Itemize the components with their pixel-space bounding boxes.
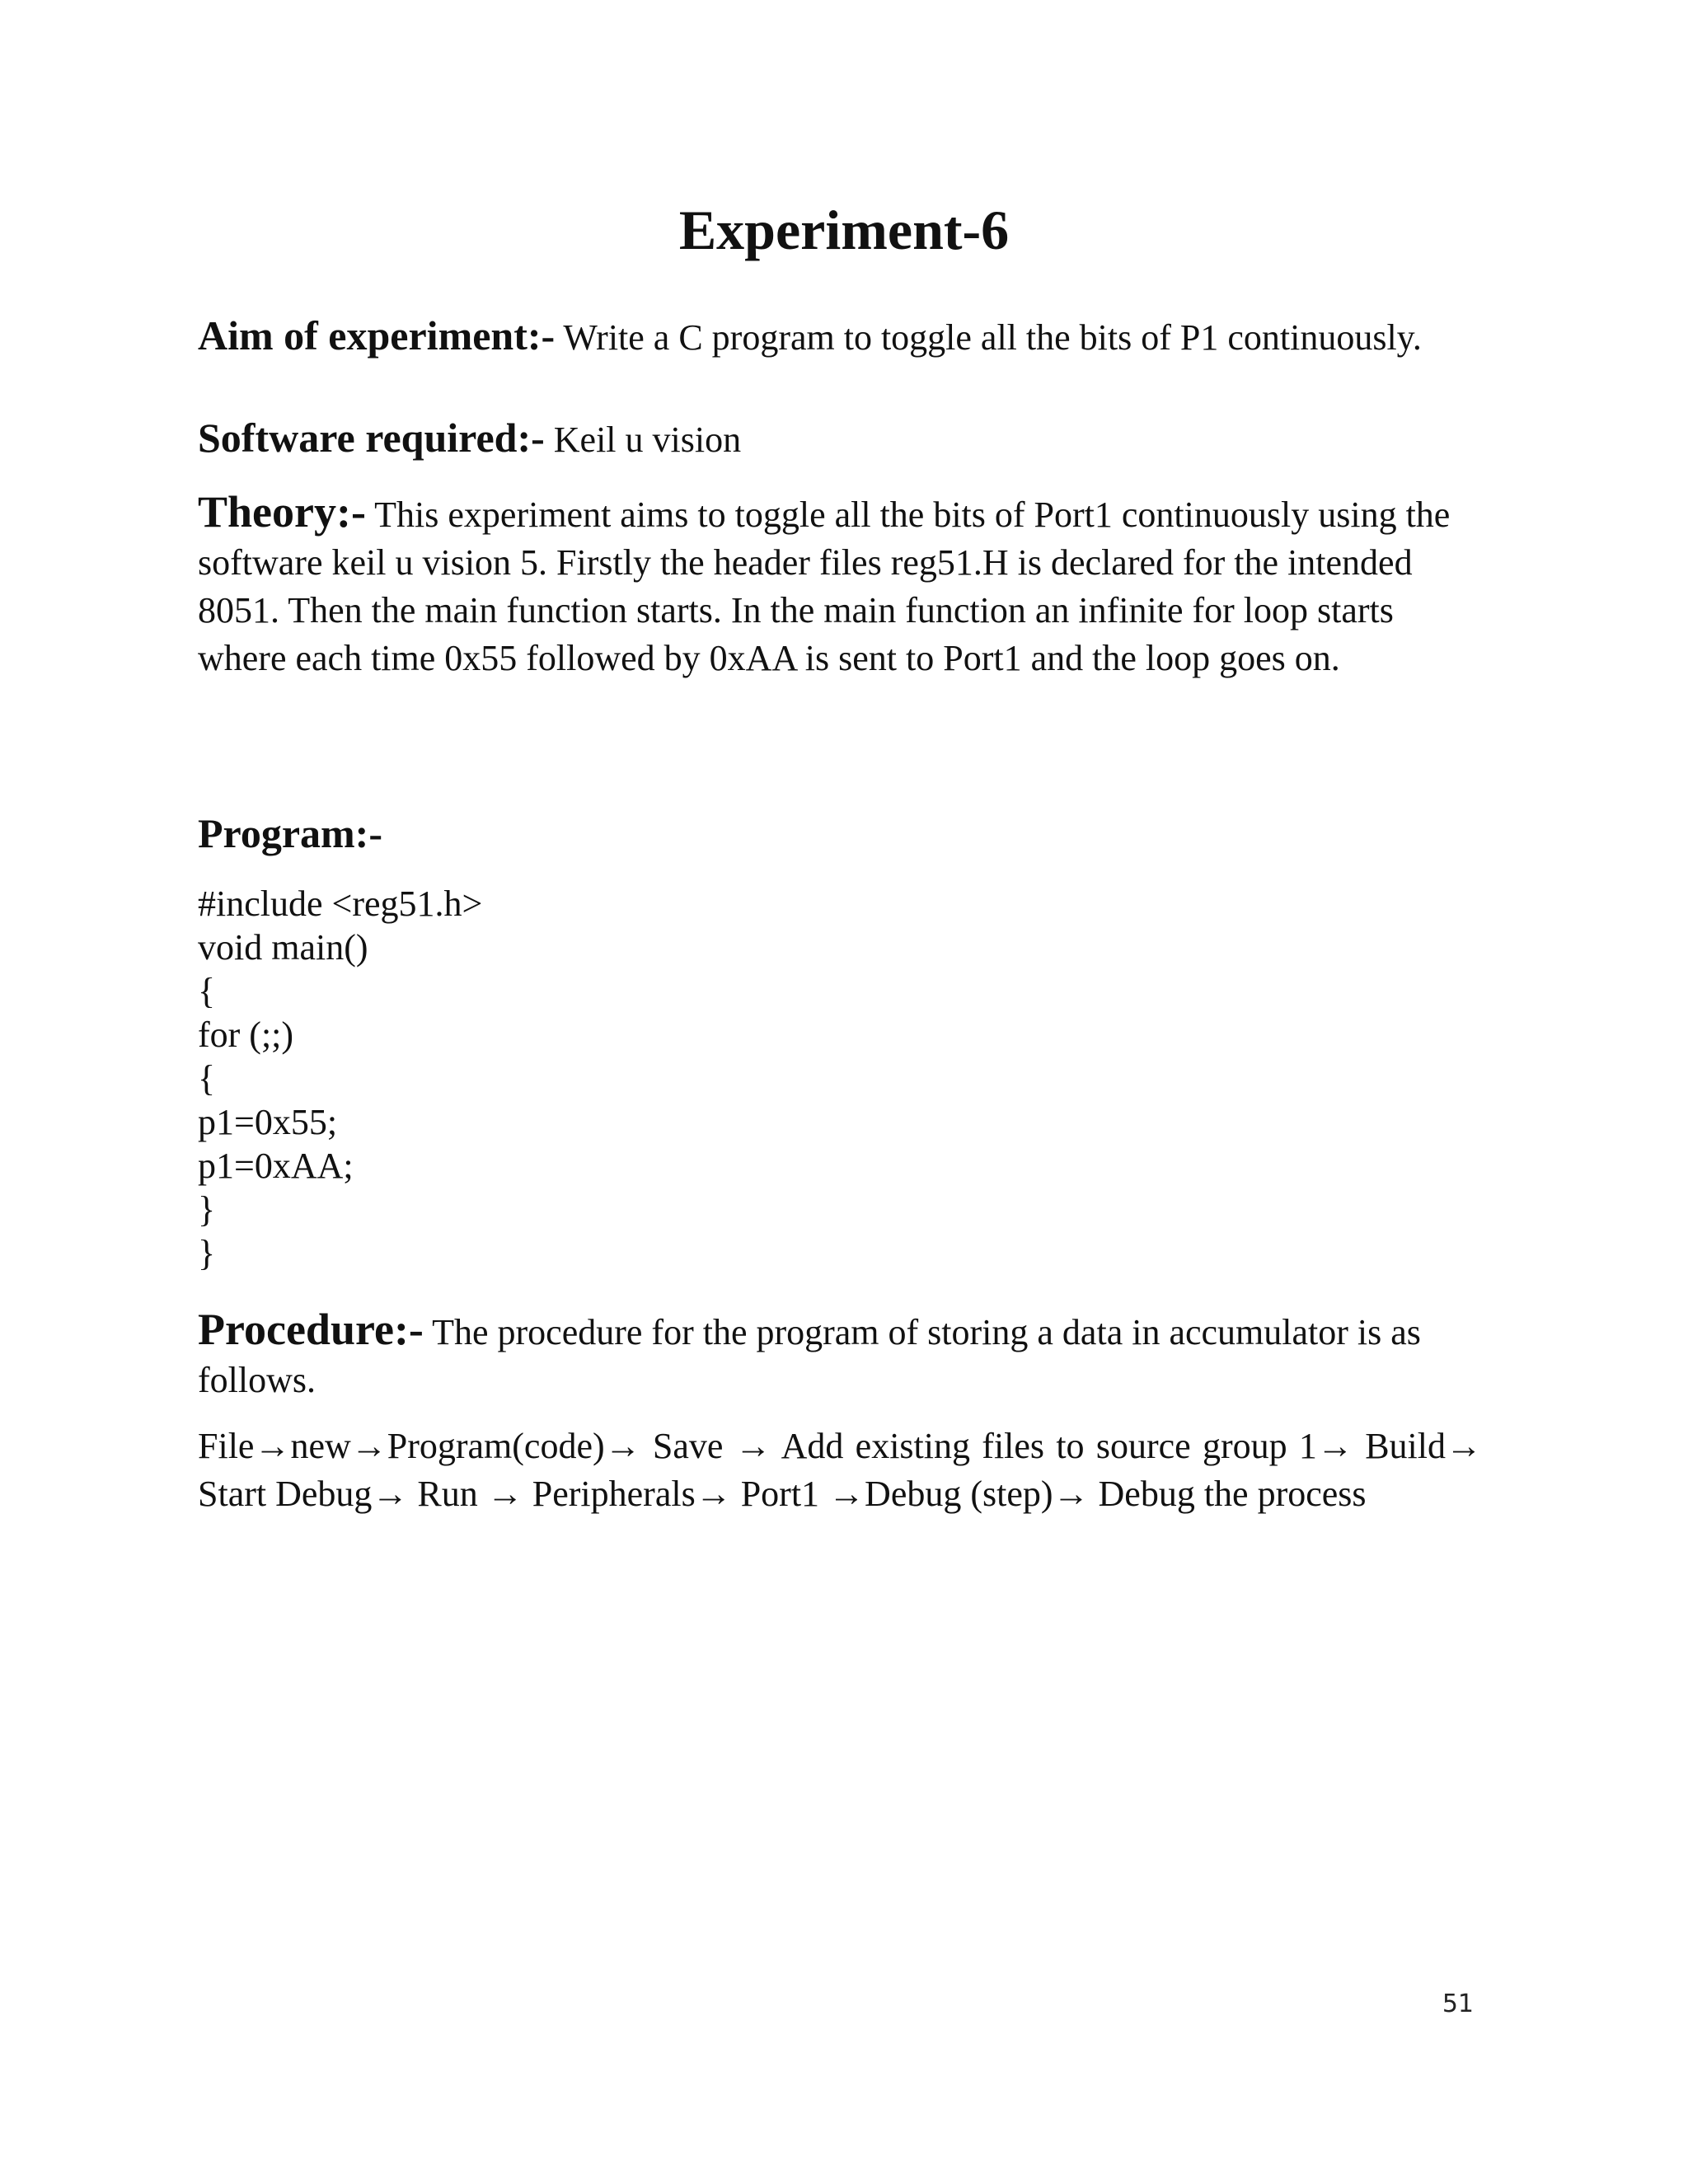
procedure-section bbox=[198, 1305, 1482, 1404]
code-line: p1=0x55; bbox=[198, 1102, 338, 1142]
page-number: 51 bbox=[1442, 1990, 1474, 2018]
procedure-steps: File→new→Program(code)→ Save → Add existing files to source group 1→ Build→ Start Debug→ Run → Peripherals→ Port1 →Debug (step)→ Debug the process bbox=[198, 1426, 1482, 1514]
code-line: void main() bbox=[198, 927, 368, 968]
aim-text: Write a C program to toggle all the bits of P1 continuously. bbox=[555, 317, 1422, 358]
theory-section bbox=[198, 488, 1482, 682]
code-line: } bbox=[198, 1233, 216, 1273]
page-title: Experiment-6 bbox=[678, 199, 1010, 261]
software-label: Software required:- bbox=[198, 415, 545, 461]
program-heading: Program:- bbox=[198, 810, 382, 856]
software-text: Keil u vision bbox=[544, 419, 742, 460]
aim-section bbox=[198, 310, 1482, 363]
code-line: } bbox=[198, 1189, 216, 1230]
code-line: { bbox=[198, 971, 216, 1011]
code-line: for (;;) bbox=[198, 1015, 294, 1055]
procedure-text: The procedure for the program of storing a data in accumulator is as follows. bbox=[198, 1312, 1421, 1400]
aim-label: Aim of experiment:- bbox=[198, 312, 556, 359]
software-section bbox=[198, 412, 1482, 466]
code-line: p1=0xAA; bbox=[198, 1146, 354, 1186]
theory-label: Theory:- bbox=[198, 487, 366, 537]
code-line: #include <reg51.h> bbox=[198, 883, 483, 924]
procedure-label: Procedure:- bbox=[198, 1305, 424, 1354]
theory-text: This experiment aims to toggle all the bits of Port1 continuously using the software keil u vision 5. Firstly the header files reg51.H is declared for the intended 8051. Then the main function starts. In the main function an infinite for loop starts where each time 0x55 followed by 0xAA is sent to Port1 and the loop goes on. bbox=[198, 494, 1451, 678]
code-line: { bbox=[198, 1058, 216, 1099]
program-code bbox=[198, 882, 1482, 1275]
